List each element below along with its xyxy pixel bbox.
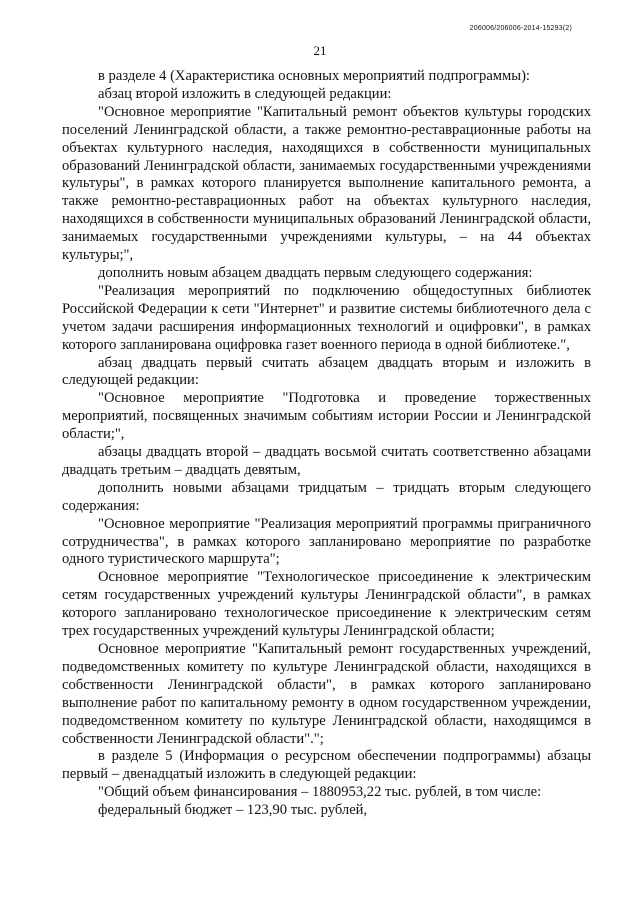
paragraph: абзац второй изложить в следующей редакции: [98,85,392,102]
page-number: 21 [313,43,327,58]
paragraph: дополнить новыми абзацами тридцатым – тридцать вторым следующего содержания: [62,479,591,514]
paragraph: в разделе 5 (Информация о ресурсном обеспечении подпрограммы) абзацы первый – двенадцатый изложить в следующей редакции: [62,748,591,783]
paragraph: "Основное мероприятие "Капитальный ремонт объектов культуры городских поселений Ленинградской области, а также ремонтно-реставрационные работы на объектах культурного наследия, находящихся в собственности муниципальных образований Ленинградской области, занимаемых государственными учреждениями культуры", в рамках которого планируется выполнение капитального ремонта, а также ремонтно-реставрационных работ на объектах культурного наследия, находящихся в собственности муниципальных образований Ленинградской области, занимаемых государственными учреждениями культуры, – на 44 объектах культуры;", [62,103,591,264]
document-body [62,68,591,820]
paragraph: "Реализация мероприятий по подключению общедоступных библиотек Российской Федерации к сети "Интернет" и развитие системы библиотечного дела с учетом задачи расширения информационных технологий и оцифровки", в рамках которого запланирована оцифровка газет военного периода в одной библиотеке.", [62,282,591,353]
paragraph: федеральный бюджет – 123,90 тыс. рублей, [98,802,368,819]
paragraph: "Основное мероприятие "Подготовка и проведение торжественных мероприятий, посвященных значимым событиям истории России и Ленинградской области;", [62,390,591,443]
paragraph: дополнить новым абзацем двадцать первым следующего содержания: [98,264,533,281]
paragraph: "Основное мероприятие "Реализация мероприятий программы приграничного сотрудничества", в рамках которого запланировано мероприятие по разработке одного туристического маршрута"; [62,515,591,568]
document-id: 206006/206006-2014-15293(2) [469,25,572,32]
paragraph: Основное мероприятие "Технологическое присоединение к электрическим сетям государственных учреждений культуры Ленинградской области", в рамках которого запланировано технологическое присоединение к электрическим сетям трех государственных учреждений культуры Ленинградской области; [62,569,591,640]
paragraph: абзацы двадцать второй – двадцать восьмой считать соответственно абзацами двадцать третьим – двадцать девятым, [62,444,591,478]
paragraph: Основное мероприятие "Капитальный ремонт государственных учреждений, подведомственных комитету по культуре Ленинградской области, находящихся в собственности Ленинградской области", в рамках которого запланировано выполнение работ по капитальному ремонту в одном государственном учреждении, подведомственном комитету по культуре Ленинградской области, находящимся в собственности Ленинградской области"."; [62,641,591,747]
paragraph: "Общий объем финансирования – 1880953,22 тыс. рублей, в том числе: [98,784,542,801]
paragraph: в разделе 4 (Характеристика основных мероприятий подпрограммы): [98,68,530,84]
paragraph: абзац двадцать первый считать абзацем двадцать вторым и изложить в следующей редакции: [62,354,591,389]
